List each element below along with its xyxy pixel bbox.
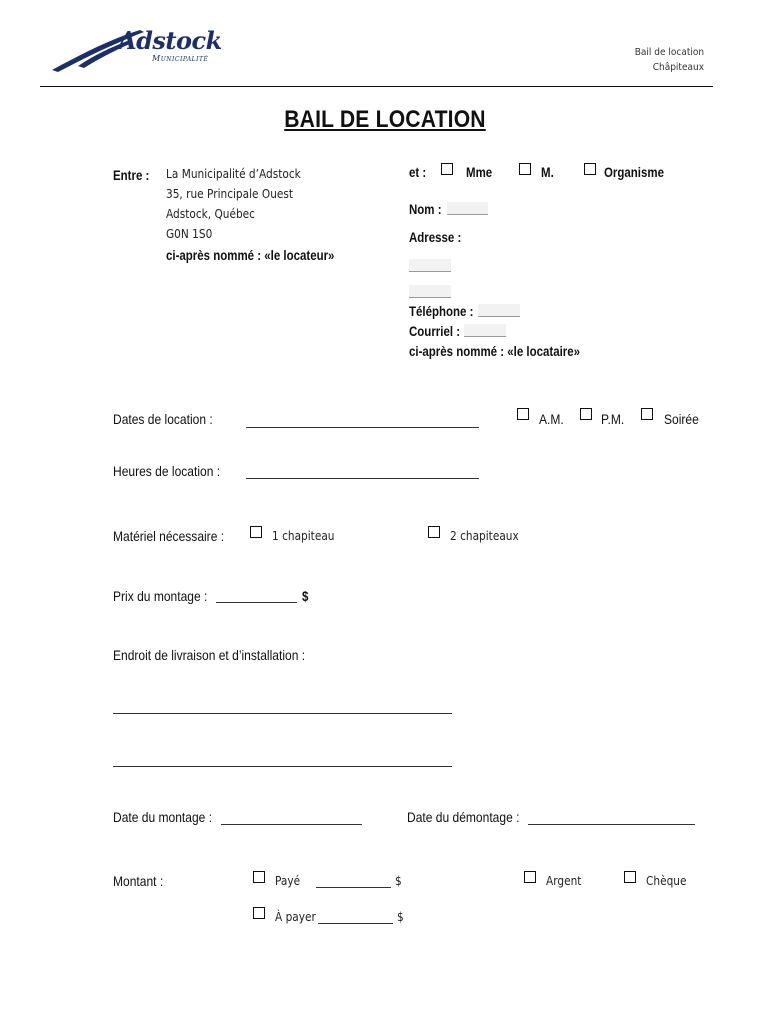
adresse-field-2[interactable]	[409, 285, 451, 298]
date-montage-field[interactable]	[221, 824, 362, 825]
logo-name: Adstock	[118, 26, 222, 55]
doc-type-label: Bail de location	[634, 47, 704, 58]
paye-label: Payé	[275, 874, 301, 888]
logo-subtitle: Municipalité	[152, 54, 209, 63]
am-label: A.M.	[539, 411, 564, 427]
argent-label: Argent	[546, 874, 582, 888]
nom-field[interactable]	[447, 202, 488, 215]
date-montage-label: Date du montage :	[113, 809, 213, 825]
doc-subject-label: Châpiteaux	[652, 62, 704, 73]
am-checkbox[interactable]	[517, 408, 529, 420]
organisme-checkbox[interactable]	[584, 163, 596, 175]
paye-checkbox[interactable]	[253, 871, 265, 883]
page-title: BAIL DE LOCATION	[284, 106, 486, 133]
landlord-designation: ci-après nommé : «le locateur»	[166, 247, 335, 263]
telephone-field[interactable]	[478, 304, 520, 317]
date-demontage-field[interactable]	[528, 824, 695, 825]
telephone-label: Téléphone :	[409, 303, 474, 319]
a-payer-currency: $	[397, 910, 404, 924]
prix-montage-field[interactable]	[216, 602, 297, 603]
cheque-checkbox[interactable]	[624, 871, 636, 883]
a-payer-checkbox[interactable]	[253, 907, 265, 919]
one-chapiteau-label: 1 chapiteau	[272, 529, 335, 543]
landlord-name: La Municipalité d’Adstock	[166, 167, 301, 181]
dates-location-label: Dates de location :	[113, 411, 213, 427]
courriel-label: Courriel :	[409, 323, 461, 339]
adresse-field-1[interactable]	[409, 259, 451, 272]
adresse-label: Adresse :	[409, 229, 462, 245]
a-payer-label: À payer	[275, 910, 316, 924]
soiree-checkbox[interactable]	[641, 408, 653, 420]
a-payer-amount-field[interactable]	[318, 923, 393, 924]
one-chapiteau-checkbox[interactable]	[250, 526, 262, 538]
landlord-city: Adstock, Québec	[166, 207, 255, 221]
nom-label: Nom :	[409, 201, 442, 217]
argent-checkbox[interactable]	[524, 871, 536, 883]
et-label: et :	[409, 164, 427, 180]
two-chapiteaux-checkbox[interactable]	[428, 526, 440, 538]
paye-amount-field[interactable]	[316, 887, 391, 888]
two-chapiteaux-label: 2 chapiteaux	[450, 529, 519, 543]
m-checkbox[interactable]	[519, 163, 531, 175]
pm-checkbox[interactable]	[580, 408, 592, 420]
courriel-field[interactable]	[464, 324, 506, 337]
heures-location-field[interactable]	[246, 478, 479, 479]
date-demontage-label: Date du démontage :	[407, 809, 520, 825]
pm-label: P.M.	[601, 411, 625, 427]
montant-label: Montant :	[113, 873, 164, 889]
m-label: M.	[541, 164, 554, 180]
prix-currency: $	[302, 588, 309, 604]
landlord-street: 35, rue Principale Ouest	[166, 187, 294, 201]
soiree-label: Soirée	[664, 411, 699, 427]
tenant-designation: ci-après nommé : «le locataire»	[409, 343, 581, 359]
logo	[48, 26, 238, 74]
header-divider	[40, 86, 713, 87]
endroit-label: Endroit de livraison et d’installation :	[113, 647, 306, 663]
heures-location-label: Heures de location :	[113, 463, 221, 479]
landlord-postal: G0N 1S0	[166, 227, 213, 241]
prix-montage-label: Prix du montage :	[113, 588, 208, 604]
endroit-field-1[interactable]	[113, 713, 452, 714]
entre-label: Entre :	[113, 167, 150, 183]
cheque-label: Chèque	[646, 874, 687, 888]
paye-currency: $	[395, 874, 402, 888]
mme-label: Mme	[466, 164, 493, 180]
organisme-label: Organisme	[604, 164, 664, 180]
materiel-label: Matériel nécessaire :	[113, 528, 225, 544]
endroit-field-2[interactable]	[113, 766, 452, 767]
dates-location-field[interactable]	[246, 427, 479, 428]
mme-checkbox[interactable]	[441, 163, 453, 175]
